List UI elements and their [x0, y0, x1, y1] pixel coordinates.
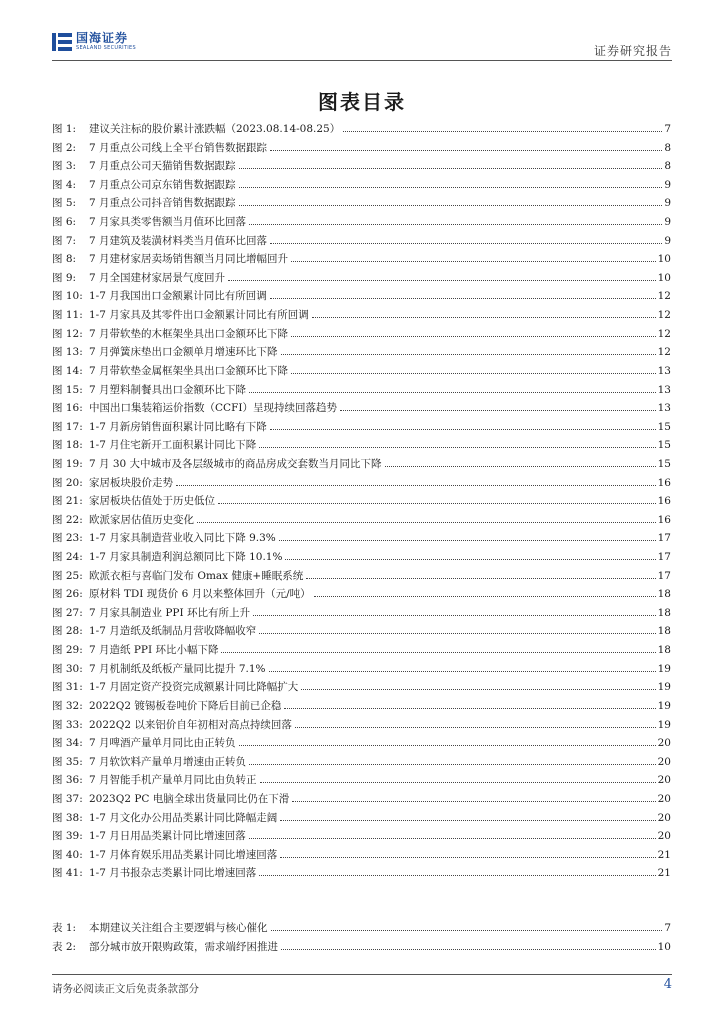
leader-dots — [259, 633, 655, 634]
leader-dots — [280, 857, 655, 858]
entry-page: 13 — [657, 402, 671, 415]
entry-title: 7 月啤酒产量单月同比由正转负 — [89, 737, 236, 750]
entry-label: 图 11: — [52, 309, 83, 322]
entry-title: 2023Q2 PC 电脑全球出货量同比仍在下滑 — [89, 792, 290, 805]
entry-label: 图 28: — [52, 625, 83, 638]
entry-page: 9 — [664, 234, 671, 247]
leader-dots — [239, 205, 663, 206]
entry-label: 图 24: — [52, 551, 83, 564]
report-type-label: 证券研究报告 — [593, 44, 672, 58]
entry-title: 本期建议关注组合主要逻辑与核心催化 — [89, 922, 268, 934]
toc-figure-entry[interactable] — [52, 233, 671, 252]
entry-label: 图 6: — [52, 216, 77, 229]
entry-page: 20 — [657, 792, 671, 805]
leader-dots — [270, 150, 662, 151]
entry-page: 18 — [657, 625, 671, 638]
toc-figure-entry[interactable] — [52, 270, 671, 289]
entry-title: 7 月 30 大中城市及各层级城市的商品房成交套数当月同比下降 — [89, 457, 382, 470]
entry-page: 12 — [657, 290, 671, 303]
entry-page: 15 — [657, 457, 671, 470]
entry-page: 18 — [657, 588, 671, 601]
header-divider — [52, 60, 672, 61]
entry-page: 21 — [657, 848, 671, 861]
entry-title: 建议关注标的股价累计涨跌幅（2023.08.14-08.25） — [89, 123, 341, 135]
entry-page: 10 — [657, 253, 671, 266]
leader-dots — [291, 261, 656, 262]
entry-label: 图 1: — [52, 123, 77, 135]
entry-label: 图 5: — [52, 197, 77, 210]
entry-page: 17 — [657, 551, 671, 564]
leader-dots — [281, 949, 656, 950]
entry-label: 图 39: — [52, 830, 83, 843]
toc-figure-entry[interactable] — [52, 754, 671, 773]
entry-label: 图 15: — [52, 383, 83, 396]
entry-title: 7 月造纸 PPI 环比小幅下降 — [89, 644, 219, 657]
entry-label: 图 19: — [52, 457, 83, 470]
entry-label: 图 23: — [52, 532, 83, 545]
disclaimer-note: 请务必阅读正文后免责条款部分 — [52, 983, 199, 995]
entry-label: 图 32: — [52, 699, 83, 712]
entry-page: 19 — [657, 681, 671, 694]
leader-dots — [253, 615, 656, 616]
toc-figure-entry[interactable] — [52, 456, 671, 475]
toc-figure-entry[interactable] — [52, 735, 671, 754]
entry-title: 7 月带软垫金属框架坐具出口金额环比下降 — [89, 364, 289, 377]
entry-title: 1-7 月新房销售面积累计同比略有下降 — [89, 420, 267, 433]
entry-label: 图 14: — [52, 364, 83, 377]
entry-title: 1-7 月文化办公用品类累计同比降幅走阔 — [89, 811, 278, 824]
entry-title: 7 月重点公司抖音销售数据跟踪 — [89, 197, 236, 210]
entry-label: 图 38: — [52, 811, 83, 824]
entry-label: 图 16: — [52, 402, 83, 415]
entry-page: 17 — [657, 532, 671, 545]
leader-dots — [260, 782, 656, 783]
entry-title: 1-7 月书报杂志类累计同比增速回落 — [89, 867, 257, 880]
entry-title: 2022Q2 镀锡板卷吨价下降后目前已企稳 — [89, 699, 282, 712]
entry-page: 20 — [657, 811, 671, 824]
toc-figure-entry[interactable] — [52, 326, 671, 345]
entry-page: 13 — [657, 364, 671, 377]
entry-title: 7 月家具制造业 PPI 环比有所上升 — [89, 606, 250, 619]
figure-list — [52, 121, 671, 884]
entry-page: 20 — [657, 830, 671, 843]
entry-title: 7 月全国建材家居景气度回升 — [89, 271, 226, 284]
toc-figure-entry[interactable] — [52, 717, 671, 736]
entry-page: 20 — [657, 755, 671, 768]
entry-page: 21 — [657, 867, 671, 880]
entry-title: 1-7 月住宅新开工面积累计同比下降 — [89, 439, 257, 452]
company-logo — [52, 32, 136, 51]
entry-label: 图 21: — [52, 495, 83, 508]
leader-dots — [306, 578, 655, 579]
entry-title: 1-7 月家具制造利润总额同比下降 10.1% — [89, 551, 283, 564]
page-number: 4 — [663, 977, 672, 992]
toc-figure-entry[interactable] — [52, 177, 671, 196]
entry-title: 7 月带软垫的木框架坐具出口金额环比下降 — [89, 327, 289, 340]
entry-title: 7 月智能手机产量单月同比由负转正 — [89, 774, 257, 787]
entry-page: 19 — [657, 662, 671, 675]
entry-page: 13 — [657, 383, 671, 396]
leader-dots — [270, 429, 656, 430]
toc-figure-entry[interactable] — [52, 195, 671, 214]
entry-title: 1-7 月我国出口金额累计同比有所回调 — [89, 290, 267, 303]
entry-title: 1-7 月体育娱乐用品类累计同比增速回落 — [89, 848, 278, 861]
entry-title: 2022Q2 以来铝价自年初相对高点持续回落 — [89, 718, 292, 731]
entry-page: 18 — [657, 644, 671, 657]
entry-label: 图 25: — [52, 569, 83, 582]
entry-label: 图 33: — [52, 718, 83, 731]
entry-page: 9 — [664, 178, 671, 191]
entry-label: 图 27: — [52, 606, 83, 619]
leader-dots — [259, 875, 655, 876]
leader-dots — [239, 745, 656, 746]
entry-page: 19 — [657, 718, 671, 731]
entry-page: 7 — [664, 123, 671, 135]
entry-label: 图 17: — [52, 420, 83, 433]
entry-title: 7 月建筑及装潢材料类当月值环比回落 — [89, 234, 268, 247]
page-title: 图表目录 — [318, 90, 406, 114]
entry-title: 1-7 月家具及其零件出口金额累计同比有所回调 — [89, 309, 309, 322]
entry-page: 9 — [664, 216, 671, 229]
entry-title: 原材料 TDI 现货价 6 月以来整体回升（元/吨） — [89, 588, 311, 601]
logo-mark-icon — [52, 33, 72, 51]
toc-figure-entry[interactable] — [52, 400, 671, 419]
leader-dots — [270, 243, 662, 244]
leader-dots — [239, 187, 663, 188]
toc-figure-entry[interactable] — [52, 158, 671, 177]
toc-figure-entry[interactable] — [52, 810, 671, 829]
entry-page: 10 — [657, 940, 671, 953]
page-header — [52, 28, 672, 60]
toc-figure-entry[interactable] — [52, 828, 671, 847]
toc-figure-entry[interactable] — [52, 568, 671, 587]
entry-page: 10 — [657, 271, 671, 284]
entry-page: 12 — [657, 327, 671, 340]
entry-label: 图 26: — [52, 588, 83, 601]
entry-label: 图 2: — [52, 141, 77, 154]
leader-dots — [291, 373, 656, 374]
entry-page: 8 — [664, 141, 671, 154]
leader-dots — [343, 131, 662, 132]
leader-dots — [292, 801, 655, 802]
entry-page: 17 — [657, 569, 671, 582]
leader-dots — [249, 392, 656, 393]
leader-dots — [249, 224, 662, 225]
leader-dots — [271, 930, 663, 931]
entry-page: 20 — [657, 737, 671, 750]
toc-figure-entry[interactable] — [52, 698, 671, 717]
leader-dots — [249, 838, 656, 839]
leader-dots — [295, 727, 656, 728]
leader-dots — [284, 708, 655, 709]
entry-title: 1-7 月造纸及纸制品月营收降幅收窄 — [89, 625, 257, 638]
entry-label: 图 4: — [52, 178, 77, 191]
leader-dots — [385, 466, 656, 467]
entry-title: 1-7 月日用品类累计同比增速回落 — [89, 830, 246, 843]
entry-label: 图 9: — [52, 271, 77, 284]
leader-dots — [259, 447, 655, 448]
entry-title: 欧派衣柜与喜临门发布 Omax 健康+睡眠系统 — [89, 569, 304, 582]
toc-figure-entry[interactable] — [52, 344, 671, 363]
toc-figure-entry[interactable] — [52, 623, 671, 642]
entry-label: 图 12: — [52, 327, 83, 340]
entry-label: 图 8: — [52, 253, 77, 266]
leader-dots — [176, 485, 656, 486]
toc-figure-entry[interactable] — [52, 661, 671, 680]
entry-page: 19 — [657, 699, 671, 712]
toc-figure-entry[interactable] — [52, 475, 671, 494]
toc-figure-entry[interactable] — [52, 865, 671, 884]
entry-title: 1-7 月固定资产投资完成额累计同比降幅扩大 — [89, 681, 299, 694]
logo-name-cn: 国海证券 — [76, 31, 129, 45]
entry-label: 表 2: — [52, 940, 77, 953]
entry-title: 7 月软饮料产量单月增速由正转负 — [89, 755, 247, 768]
toc-table-entry[interactable] — [52, 939, 671, 958]
entry-page: 12 — [657, 346, 671, 359]
entry-label: 图 37: — [52, 792, 83, 805]
entry-page: 8 — [664, 160, 671, 173]
leader-dots — [197, 522, 656, 523]
entry-title: 7 月家具类零售额当月值环比回落 — [89, 216, 247, 229]
entry-title: 部分城市放开限购政策，需求端纾困推进 — [89, 940, 278, 953]
entry-label: 图 7: — [52, 234, 77, 247]
toc-figure-entry[interactable] — [52, 530, 671, 549]
entry-title: 7 月塑料制餐具出口金额环比下降 — [89, 383, 247, 396]
entry-label: 图 22: — [52, 513, 83, 526]
table-list — [52, 920, 671, 957]
toc-figure-entry[interactable] — [52, 642, 671, 661]
entry-label: 图 35: — [52, 755, 83, 768]
entry-title: 家居板块估值处于历史低位 — [89, 495, 215, 508]
entry-title: 7 月重点公司天猫销售数据跟踪 — [89, 160, 236, 173]
entry-page: 18 — [657, 606, 671, 619]
toc-figure-entry[interactable] — [52, 512, 671, 531]
entry-label: 图 40: — [52, 848, 83, 861]
entry-title: 7 月重点公司线上全平台销售数据跟踪 — [89, 141, 268, 154]
entry-page: 16 — [657, 495, 671, 508]
toc-figure-entry[interactable] — [52, 679, 671, 698]
toc-figure-entry[interactable] — [52, 437, 671, 456]
leader-dots — [218, 503, 656, 504]
toc-figure-entry[interactable] — [52, 586, 671, 605]
entry-title: 欧派家居估值历史变化 — [89, 513, 194, 526]
leader-dots — [270, 298, 656, 299]
entry-title: 家居板块股价走势 — [89, 476, 173, 489]
entry-page: 15 — [657, 420, 671, 433]
leader-dots — [279, 540, 656, 541]
toc-figure-entry[interactable] — [52, 493, 671, 512]
entry-page: 15 — [657, 439, 671, 452]
leader-dots — [221, 652, 655, 653]
leader-dots — [228, 280, 656, 281]
entry-label: 图 18: — [52, 439, 83, 452]
toc-figure-entry[interactable] — [52, 847, 671, 866]
entry-label: 图 31: — [52, 681, 83, 694]
entry-label: 表 1: — [52, 922, 77, 934]
toc-figure-entry[interactable] — [52, 382, 671, 401]
toc-figure-entry[interactable] — [52, 121, 671, 140]
entry-page: 9 — [664, 197, 671, 210]
entry-title: 7 月机制纸及纸板产量同比提升 7.1% — [89, 662, 266, 675]
entry-page: 16 — [657, 476, 671, 489]
toc-table-entry[interactable] — [52, 920, 671, 939]
leader-dots — [280, 820, 655, 821]
entry-title: 中国出口集装箱运价指数（CCFI）呈现持续回落趋势 — [89, 402, 338, 415]
entry-label: 图 30: — [52, 662, 83, 675]
entry-page: 20 — [657, 774, 671, 787]
entry-page: 12 — [657, 309, 671, 322]
leader-dots — [312, 317, 656, 318]
entry-label: 图 20: — [52, 476, 83, 489]
leader-dots — [291, 336, 656, 337]
entry-title: 7 月重点公司京东销售数据跟踪 — [89, 178, 236, 191]
toc-figure-entry[interactable] — [52, 419, 671, 438]
leader-dots — [239, 168, 663, 169]
toc-figure-entry[interactable] — [52, 791, 671, 810]
entry-page: 16 — [657, 513, 671, 526]
toc-figure-entry[interactable] — [52, 605, 671, 624]
toc-figure-entry[interactable] — [52, 251, 671, 270]
leader-dots — [340, 410, 656, 411]
entry-title: 7 月弹簧床垫出口金额单月增速环比下降 — [89, 346, 278, 359]
leader-dots — [301, 689, 655, 690]
toc-figure-entry[interactable] — [52, 140, 671, 159]
entry-label: 图 34: — [52, 737, 83, 750]
footer-divider — [52, 974, 672, 975]
entry-label: 图 29: — [52, 644, 83, 657]
entry-label: 图 41: — [52, 867, 83, 880]
leader-dots — [249, 764, 656, 765]
toc-figure-entry[interactable] — [52, 214, 671, 233]
toc-figure-entry[interactable] — [52, 772, 671, 791]
toc-figure-entry[interactable] — [52, 288, 671, 307]
leader-dots — [314, 596, 656, 597]
logo-name-en: SEALAND SECURITIES — [76, 45, 136, 51]
leader-dots — [281, 354, 656, 355]
entry-label: 图 3: — [52, 160, 77, 173]
entry-title: 1-7 月家具制造营业收入同比下降 9.3% — [89, 532, 276, 545]
entry-label: 图 13: — [52, 346, 83, 359]
leader-dots — [269, 671, 656, 672]
toc-figure-entry[interactable] — [52, 307, 671, 326]
entry-title: 7 月建材家居卖场销售额当月同比增幅回升 — [89, 253, 289, 266]
toc-figure-entry[interactable] — [52, 549, 671, 568]
entry-page: 7 — [664, 922, 671, 934]
toc-figure-entry[interactable] — [52, 363, 671, 382]
leader-dots — [285, 559, 655, 560]
entry-label: 图 10: — [52, 290, 83, 303]
entry-label: 图 36: — [52, 774, 83, 787]
